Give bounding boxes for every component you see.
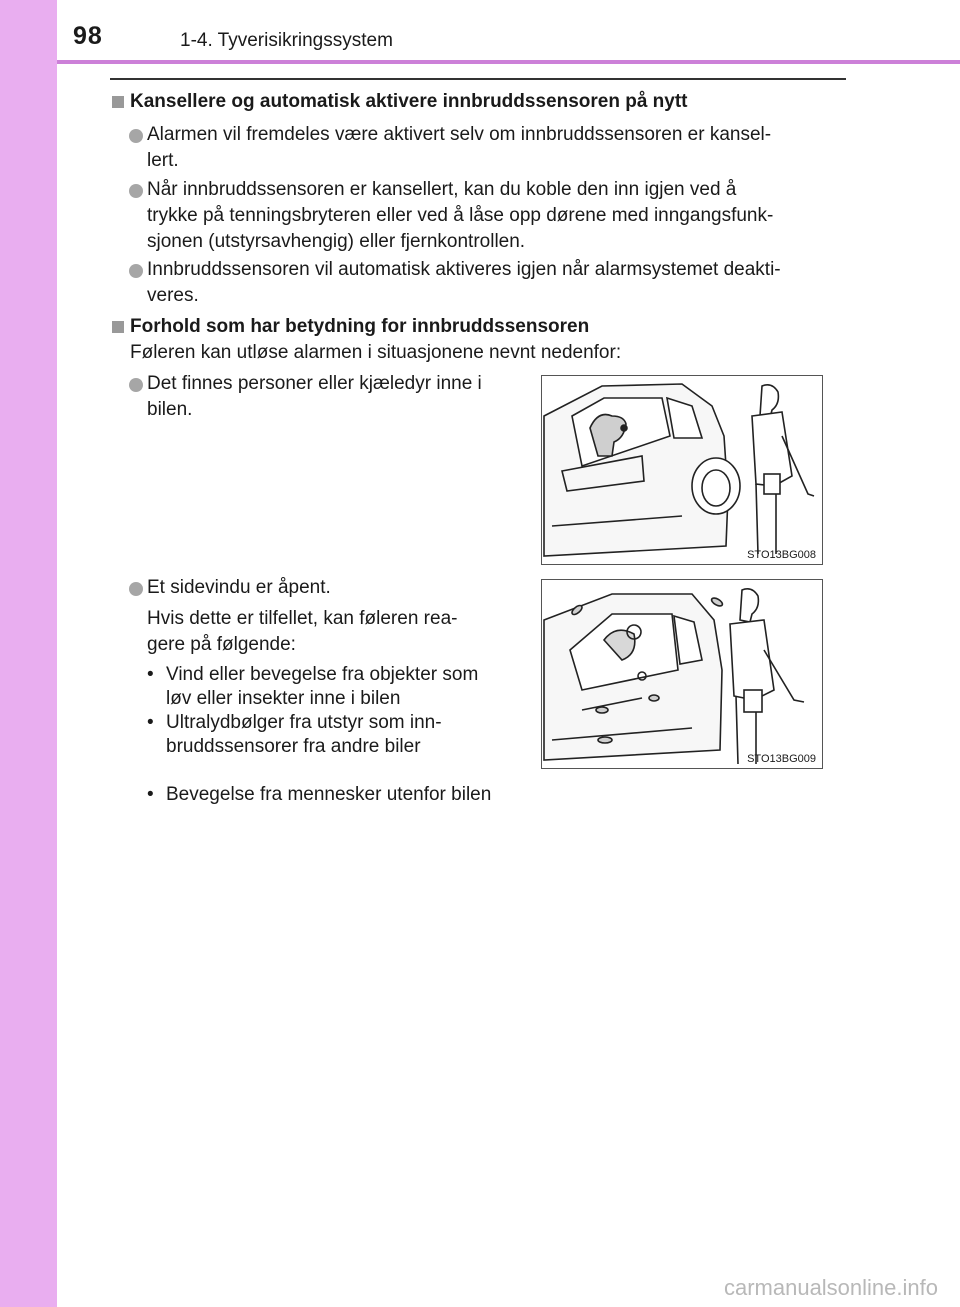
section2-heading: Forhold som har betydning for innbruddssensoren	[130, 316, 590, 337]
round-bullet-icon	[129, 582, 143, 596]
section2-intro: Føleren kan utløse alarmen i situasjonene nevnt nedenfor:	[130, 342, 622, 363]
page-number: 98	[73, 22, 103, 50]
section1-item3-line1: Innbruddssensoren vil automatisk aktiveres igjen når alarmsystemet deakti-	[147, 259, 781, 280]
dot-bullet-icon: •	[147, 664, 154, 685]
car-with-dog-illustration	[542, 376, 822, 564]
round-bullet-icon	[129, 378, 143, 392]
bullet1-line1: Vind eller bevegelse fra objekter som	[166, 664, 479, 685]
section1-heading: Kansellere og automatisk aktivere innbruddssensoren på nytt	[130, 91, 688, 112]
square-bullet-icon	[112, 321, 124, 333]
dot-bullet-icon: •	[147, 712, 154, 733]
header-divider	[57, 60, 960, 64]
round-bullet-icon	[129, 129, 143, 143]
section1-item1-line1: Alarmen vil fremdeles være aktivert selv om innbruddssensoren er kansel-	[147, 124, 772, 145]
page-sidebar-tab	[0, 0, 57, 1307]
round-bullet-icon	[129, 184, 143, 198]
section2-item1-line1: Det finnes personer eller kjæledyr inne i	[147, 373, 482, 394]
section1-item2-line2: trykke på tenningsbryteren eller ved å låse opp dørene med inngangsfunk-	[147, 205, 774, 226]
open-window-leaves-illustration	[542, 580, 822, 768]
round-bullet-icon	[129, 264, 143, 278]
section2-item2-para-line2: gere på følgende:	[147, 634, 296, 655]
content-divider	[110, 78, 846, 80]
section2-item2-line1: Et sidevindu er åpent.	[147, 577, 331, 598]
bullet3-line1: Bevegelse fra mennesker utenfor bilen	[166, 784, 492, 805]
bullet2-line2: bruddssensorer fra andre biler	[166, 736, 421, 757]
figure-open-window	[541, 579, 823, 769]
section2-item1-line2: bilen.	[147, 399, 193, 420]
figure-code: STO13BG009	[747, 753, 816, 765]
section-title: 1-4. Tyverisikringssystem	[180, 30, 393, 51]
section1-item2-line1: Når innbruddssensoren er kansellert, kan du koble den inn igjen ved å	[147, 179, 737, 200]
figure-dog-in-car	[541, 375, 823, 565]
square-bullet-icon	[112, 96, 124, 108]
dot-bullet-icon: •	[147, 784, 154, 805]
bullet2-line1: Ultralydbølger fra utstyr som inn-	[166, 712, 442, 733]
section1-item3-line2: veres.	[147, 285, 199, 306]
footer-watermark: carmanualsonline.info	[723, 1275, 938, 1300]
section2-item2-para-line1: Hvis dette er tilfellet, kan føleren rea-	[147, 608, 458, 629]
page-header	[57, 0, 960, 60]
figure-code: STO13BG008	[747, 549, 816, 561]
section1-item2-line3: sjonen (utstyrsavhengig) eller fjernkontrollen.	[147, 231, 526, 252]
bullet1-line2: løv eller insekter inne i bilen	[166, 688, 401, 709]
section1-item1-line2: lert.	[147, 150, 179, 171]
